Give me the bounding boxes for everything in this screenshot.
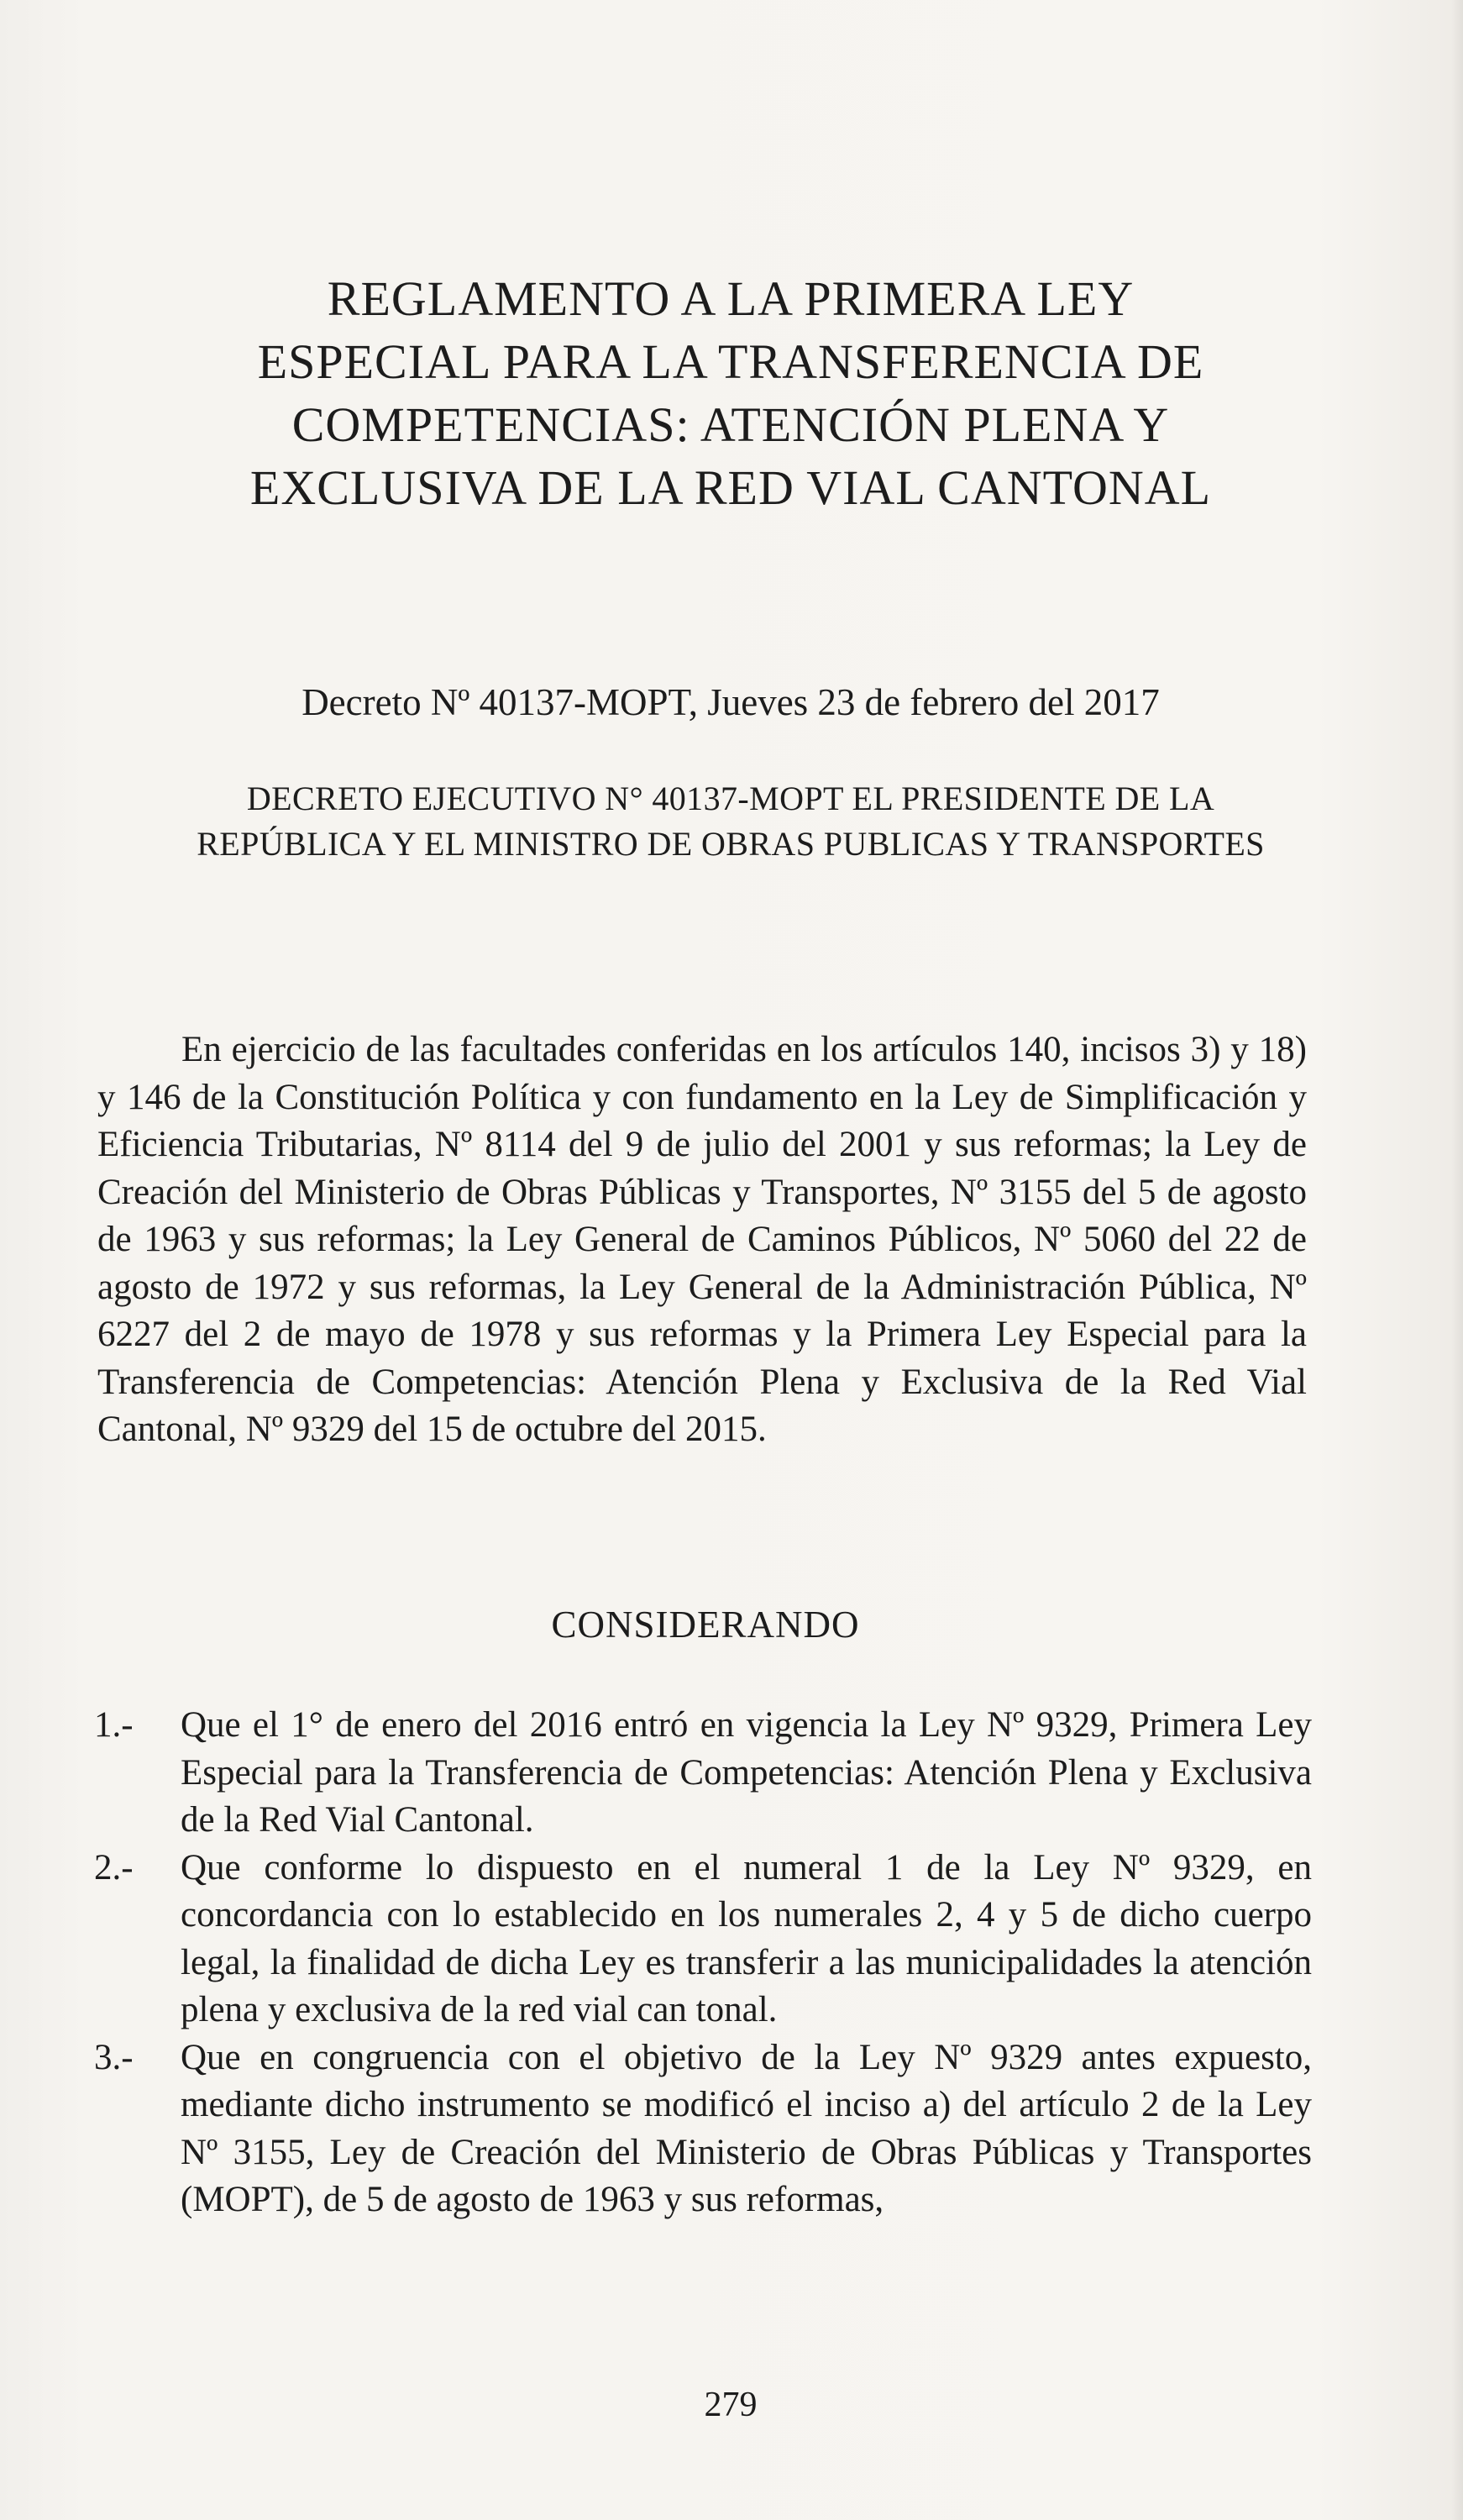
executive-line: DECRETO EJECUTIVO N° 40137-MOPT EL PRESIDENTE DE LA <box>246 780 1215 817</box>
executive-line: REPÚBLICA Y EL MINISTRO DE OBRAS PUBLICAS Y TRANSPORTES <box>197 825 1265 863</box>
considerando-item <box>94 1845 1312 2034</box>
considerando-item <box>94 1702 1312 1845</box>
item-number: 3.- <box>94 2037 134 2077</box>
preamble-paragraph: En ejercicio de las facultades conferidas en los artículos 140, incisos 3) y 18) y 146 de la Constitución Política y con fundamento en la Ley de Simplificación y Eficiencia Tributarias, Nº 8114 del 9 de julio del 2001 y sus reformas; la Ley de Creación del Ministerio de Obras Públicas y Transportes, Nº 3155 del 5 de agosto de 1963 y sus reformas; la Ley General de Caminos Públicos, Nº 5060 del 22 de agosto de 1972 y sus reformas, la Ley General de la Administración Pública, Nº 6227 del 2 de mayo de 1978 y sus reformas y la Primera Ley Especial para la Transferencia de Competencias: Atención Plena y Exclusiva de la Red Vial Cantonal, Nº 9329 del 15 de octubre del 2015. <box>97 1030 1307 1449</box>
decree-reference: Decreto Nº 40137-MOPT, Jueves 23 de febrero del 2017 <box>302 681 1160 723</box>
item-text: Que en congruencia con el objetivo de la Ley Nº 9329 antes expuesto, mediante dicho instrumento se modificó el inciso a) del artículo 2 de la Ley Nº 3155, Ley de Creación del Ministerio de Obras Públicas y Transportes (MOPT), de 5 de agosto de 1963 y sus reformas, <box>181 2037 1312 2219</box>
title-line: REGLAMENTO A LA PRIMERA LEY <box>327 271 1135 326</box>
title-line: EXCLUSIVA DE LA RED VIAL CANTONAL <box>249 460 1212 515</box>
item-number: 1.- <box>94 1705 134 1745</box>
considerando-list <box>94 1702 1312 2224</box>
item-number: 2.- <box>94 1847 134 1887</box>
considerando-heading: CONSIDERANDO <box>551 1604 860 1646</box>
document-title <box>143 267 1319 519</box>
executive-heading <box>84 776 1377 867</box>
page-edge-shadow <box>1451 0 1463 2520</box>
considerando-item <box>94 2034 1312 2224</box>
title-line: COMPETENCIAS: ATENCIÓN PLENA Y <box>291 397 1170 452</box>
page-number: 279 <box>704 2386 758 2424</box>
item-text: Que conforme lo dispuesto en el numeral 1 de la Ley Nº 9329, en concordancia con lo establecido en los numerales 2, 4 y 5 de dicho cuerpo legal, la finalidad de dicha Ley es transferir a las municipalidades la atención plena y exclusiva de la red vial can tonal. <box>181 1847 1312 2029</box>
title-line: ESPECIAL PARA LA TRANSFERENCIA DE <box>257 334 1204 389</box>
item-text: Que el 1° de enero del 2016 entró en vigencia la Ley Nº 9329, Primera Ley Especial para la Transferencia de Competencias: Atención Plena y Exclusiva de la Red Vial Cantonal. <box>181 1705 1312 1840</box>
